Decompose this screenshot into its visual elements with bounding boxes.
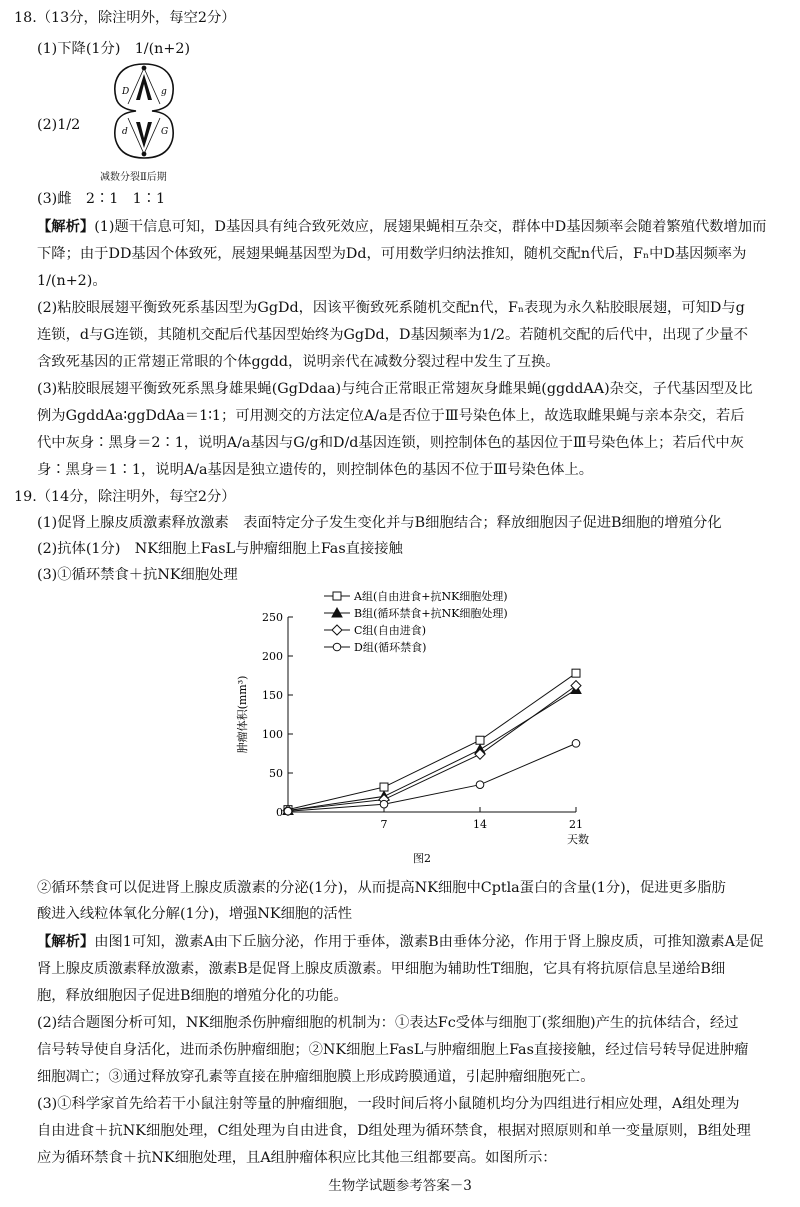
meiosis-diagram xyxy=(108,60,180,162)
series-line-square xyxy=(288,673,576,810)
q18-ex3-1: (3)粘胶眼展翅平衡致死系黑身雄果蝇(GgDdaa)与纯合正常眼正常翅灰身雌果蝇(ggddAA)杂交，子代基因型及比 xyxy=(37,381,753,397)
y-axis-label: 肿瘤体积(mm³) xyxy=(236,675,249,754)
data-point-circle xyxy=(476,781,484,789)
q18-ex2-2: 连锁，d与G连锁，其随机交配后代基因型始终为GgDd，D基因频率为1/2。若随机交配的后代中，出现了少量不 xyxy=(37,327,748,343)
q18-answer-1: (1)下降(1分) 1/(n+2) xyxy=(37,41,191,57)
legend-marker-square xyxy=(333,592,341,600)
gene-label-top-right: g xyxy=(161,87,167,97)
legend-label: A组(自由进食+抗NK细胞处理) xyxy=(354,590,508,603)
q19-ex3-2: 自由进食＋抗NK细胞处理，C组处理为自由进食，D组处理为循环禁食，根据对照原则和单一变量原则，B组处理 xyxy=(37,1123,751,1139)
q19-ex3-3: 应为循环禁食＋抗NK细胞处理，且A组肿瘤体积应比其他三组都要高。如图所示： xyxy=(37,1150,557,1166)
q18-ex1-3: 1/(n+2)。 xyxy=(37,273,107,289)
q18-ex3-4: 身∶黑身＝1∶1，说明A/a基因是独立遗传的，则控制体色的基因不位于Ⅲ号染色体上。 xyxy=(37,462,594,478)
q19-ex2-3: 细胞凋亡；③通过释放穿孔素等直接在肿瘤细胞膜上形成跨膜通道，引起肿瘤细胞死亡。 xyxy=(37,1069,595,1085)
y-tick-label: 50 xyxy=(269,767,283,780)
q19-ex2-2: 信号转导使自身活化，进而杀伤肿瘤细胞；②NK细胞上FasL与肿瘤细胞上Fas直接接触，经过信号转导促进肿瘤 xyxy=(37,1042,749,1058)
q18-analysis-line xyxy=(37,217,766,237)
q19-answer-3b-1: ②循环禁食可以促进肾上腺皮质激素的分泌(1分)，从而提高NK细胞中Cptla蛋白的含量(1分)，促进更多脂肪 xyxy=(37,880,726,896)
data-point-square xyxy=(476,736,484,744)
data-point-circle xyxy=(572,740,580,748)
q19-ex1-1: 由图1可知，激素A由下丘脑分泌，作用于垂体，激素B由垂体分泌，作用于肾上腺皮质，可推知激素A是促 xyxy=(94,934,764,950)
x-tick-label: 14 xyxy=(473,818,487,831)
series-line-diamond xyxy=(288,686,576,811)
q19-header: 19.（14分，除注明外，每空2分） xyxy=(14,489,236,505)
q19-ex1-2: 肾上腺皮质激素释放激素，激素B是促肾上腺皮质激素。甲细胞为辅助性T细胞，它具有将抗原信息呈递给B细 xyxy=(37,961,726,977)
x-tick-label: 7 xyxy=(380,818,388,831)
page-footer: 生物学试题参考答案－3 xyxy=(328,1178,472,1194)
data-point-square xyxy=(380,783,388,791)
q19-ex3-1: (3)①科学家首先给若干小鼠注射等量的肿瘤细胞，一段时间后将小鼠随机均分为四组进行相应处理，A组处理为 xyxy=(37,1096,740,1112)
y-tick-label: 0 xyxy=(276,806,283,819)
diagram-caption: 减数分裂Ⅱ后期 xyxy=(100,172,167,183)
gene-label-bottom-left: d xyxy=(122,127,128,137)
series-line-triangle xyxy=(288,690,576,811)
legend-marker-diamond xyxy=(332,625,342,635)
data-point-circle xyxy=(284,807,292,815)
analysis-tag: 【解析】 xyxy=(37,934,95,950)
gene-label-top-left: D xyxy=(122,87,130,97)
q18-answer-3: (3)雌 2∶1 1∶1 xyxy=(37,191,166,207)
q18-answer-2: (2)1/2 xyxy=(37,117,81,133)
gene-label-bottom-right: G xyxy=(161,127,169,137)
legend-label: D组(循环禁食) xyxy=(354,641,427,654)
q18-ex1-2: 下降；由于DD基因个体致死，展翅果蝇基因型为Dd，可用数学归纳法推知，随机交配n代后，Fₙ中D基因频率为 xyxy=(37,246,747,262)
y-tick-label: 100 xyxy=(262,728,283,741)
q18-ex2-3: 含致死基因的正常翅正常眼的个体ggdd，说明亲代在减数分裂过程中发生了互换。 xyxy=(37,354,560,370)
data-point-square xyxy=(572,669,580,677)
q19-ex1-3: 胞，释放细胞因子促进B细胞的增殖分化的功能。 xyxy=(37,988,348,1004)
figure-caption: 图2 xyxy=(413,852,431,864)
legend-marker-circle xyxy=(333,643,341,651)
q19-answer-1: (1)促肾上腺皮质激素释放激素 表面特定分子发生变化并与B细胞结合；释放细胞因子促进B细胞的增殖分化 xyxy=(37,515,722,531)
q19-answer-3: (3)①循环禁食＋抗NK细胞处理 xyxy=(37,567,238,583)
data-point-circle xyxy=(380,800,388,808)
q19-ex2-1: (2)结合题图分析可知，NK细胞杀伤肿瘤细胞的机制为：①表达Fc受体与细胞丁(浆细胞)产生的抗体结合，经过 xyxy=(37,1015,739,1031)
q19-analysis-line xyxy=(37,932,764,952)
q19-answer-2: (2)抗体(1分) NK细胞上FasL与肿瘤细胞上Fas直接接触 xyxy=(37,541,403,557)
q18-ex1-1: (1)题干信息可知，D基因具有纯合致死效应，展翅果蝇相互杂交，群体中D基因频率会随着繁殖代数增加而 xyxy=(94,219,767,235)
y-tick-label: 200 xyxy=(262,650,283,663)
x-tick-label: 21 xyxy=(569,818,583,831)
analysis-tag: 【解析】 xyxy=(37,219,95,235)
tumor-volume-chart xyxy=(232,582,612,864)
x-axis-label: 天数 xyxy=(567,833,589,846)
y-tick-label: 150 xyxy=(262,689,283,702)
q18-ex2-1: (2)粘胶眼展翅平衡致死系基因型为GgDd，因该平衡致死系随机交配n代，Fₙ表现为永久粘胶眼展翅，可知D与g xyxy=(37,300,745,316)
data-point-diamond xyxy=(571,681,581,691)
q18-ex3-2: 例为GgddAa∶ggDdAa＝1∶1；可用测交的方法定位A/a是否位于Ⅲ号染色体上，故选取雌果蝇与亲本杂交，若后 xyxy=(37,408,745,424)
legend-label: B组(循环禁食+抗NK细胞处理) xyxy=(354,607,508,620)
legend-label: C组(自由进食) xyxy=(354,624,426,637)
chromosomes xyxy=(136,74,152,148)
q18-ex3-3: 代中灰身∶黑身＝2∶1，说明A/a基因与G/g和D/d基因连锁，则控制体色的基因位于Ⅲ号染色体上；若后代中灰 xyxy=(37,435,744,451)
q18-header: 18.（13分，除注明外，每空2分） xyxy=(14,10,236,26)
q19-answer-3b-2: 酸进入线粒体氧化分解(1分)，增强NK细胞的活性 xyxy=(37,906,353,922)
y-tick-label: 250 xyxy=(262,611,283,624)
